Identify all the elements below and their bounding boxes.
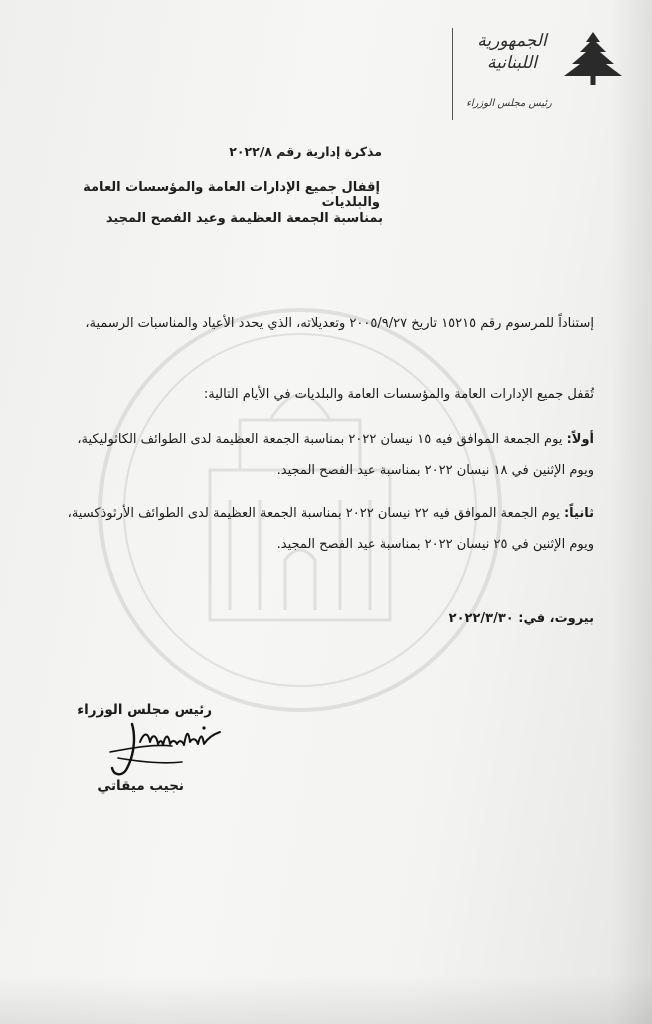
paper-shadow-bottom xyxy=(0,974,652,1024)
item-second-label: ثانياً: xyxy=(563,506,594,521)
letterhead-divider xyxy=(452,28,453,120)
memo-preamble: إستناداً للمرسوم رقم ١٥٢١٥ تاريخ ٢٠٠٥/٩/٢٧ وتعديلاته، الذي يحدد الأعياد والمناسبات الرسمية، xyxy=(85,316,594,331)
letterhead-office: رئيس مجلس الوزراء xyxy=(466,98,552,109)
memo-number: مذكرة إدارية رقم ٢٠٢٢/٨ xyxy=(229,144,382,159)
item-second-text: يوم الجمعة الموافق فيه ٢٢ نيسان ٢٠٢٢ بمناسبة الجمعة العظيمة لدى الطوائف الأرثوذكسية، ويوم الإثنين في ٢٥ نيسان ٢٠٢٢ بمناسبة عيد الفصح المجيد. xyxy=(67,506,594,552)
letterhead-republic: الجمهورية اللبنانية xyxy=(477,31,547,73)
memo-intro: تُقفل جميع الإدارات العامة والمؤسسات العامة والبلديات في الأيام التالية: xyxy=(203,387,594,402)
memo-item-first xyxy=(49,424,594,486)
memo-place-date: بيروت، في: ٢٠٢٢/٣/٣٠ xyxy=(448,611,594,626)
handwritten-signature xyxy=(92,718,232,780)
item-first-label: أولاً: xyxy=(566,432,594,447)
memo-subject: إقفال جميع الإدارات العامة والمؤسسات العامة والبلديات xyxy=(83,180,380,210)
signatory-name: نجيب ميقاتي xyxy=(97,778,184,794)
signatory-title: رئيس مجلس الوزراء xyxy=(77,702,212,718)
item-first-text: يوم الجمعة الموافق فيه ١٥ نيسان ٢٠٢٢ بمناسبة الجمعة العظيمة لدى الطوائف الكاثوليكية، ويوم الإثنين في ١٨ نيسان ٢٠٢٢ بمناسبة عيد الفصح المجيد. xyxy=(77,432,594,478)
paper-shadow-right xyxy=(612,0,652,1024)
memo-occasion: بمناسبة الجمعة العظيمة وعيد الفصح المجيد xyxy=(105,211,383,226)
memo-item-second xyxy=(49,498,594,560)
